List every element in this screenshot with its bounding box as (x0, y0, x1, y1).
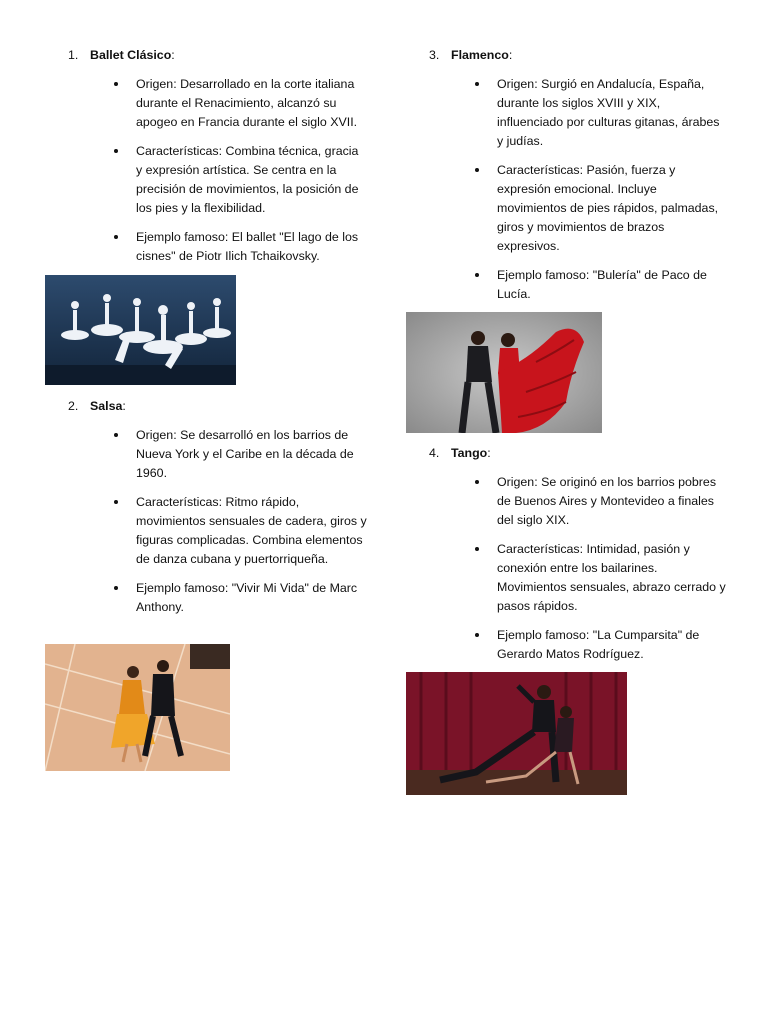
bullet-icon (114, 433, 118, 437)
ballet-photo (45, 275, 236, 385)
bullet-icon (475, 480, 479, 484)
flamenco-photo (406, 312, 602, 433)
bullet-list (429, 75, 729, 304)
list-item: Ejemplo famoso: "Bulería" de Paco de Lucía. (429, 266, 729, 304)
section-number: 1. (68, 48, 79, 62)
section-heading (429, 46, 729, 65)
list-item: Origen: Se originó en los barrios pobres de Buenos Aires y Montevideo a finales del siglo XIX. (429, 473, 729, 530)
bullet-icon (114, 149, 118, 153)
list-item: Origen: Surgió en Andalucía, España, durante los siglos XVIII y XIX, influenciado por culturas gitanas, árabes y judías. (429, 75, 729, 151)
bullet-list (429, 473, 729, 664)
bullet-icon (475, 633, 479, 637)
list-item: Características: Pasión, fuerza y expresión emocional. Incluye movimientos de pies rápidos, palmadas, giros y movimientos de brazos expresivos. (429, 161, 729, 256)
section-heading (429, 444, 729, 463)
section-number: 2. (68, 399, 79, 413)
salsa-photo (45, 644, 230, 771)
bullet-list (68, 426, 368, 617)
section-title: Salsa: (90, 399, 126, 413)
section-title: Tango: (451, 446, 491, 460)
bullet-icon (114, 235, 118, 239)
section-salsa (68, 397, 368, 627)
section-number: 4. (429, 446, 440, 460)
bullet-icon (114, 82, 118, 86)
list-item: Ejemplo famoso: "La Cumparsita" de Gerardo Matos Rodríguez. (429, 626, 729, 664)
bullet-icon (114, 586, 118, 590)
bullet-icon (475, 547, 479, 551)
section-title: Flamenco: (451, 48, 513, 62)
list-item: Origen: Desarrollado en la corte italiana durante el Renacimiento, alcanzó su apogeo en Francia durante el siglo XVII. (68, 75, 368, 132)
tango-photo (406, 672, 627, 795)
bullet-icon (475, 273, 479, 277)
section-heading (68, 46, 368, 65)
list-item: Características: Ritmo rápido, movimientos sensuales de cadera, giros y figuras complicadas. Combina elementos de danza cubana y puertorriqueña. (68, 493, 368, 569)
list-item: Origen: Se desarrolló en los barrios de Nueva York y el Caribe en la década de 1960. (68, 426, 368, 483)
section-title: Ballet Clásico: (90, 48, 175, 62)
section-flamenco (429, 46, 729, 314)
section-ballet (68, 46, 368, 276)
section-number: 3. (429, 48, 440, 62)
bullet-list (68, 75, 368, 266)
section-tango (429, 444, 729, 674)
bullet-icon (475, 82, 479, 86)
list-item: Ejemplo famoso: "Vivir Mi Vida" de Marc Anthony. (68, 579, 368, 617)
list-item: Ejemplo famoso: El ballet "El lago de los cisnes" de Piotr Ilich Tchaikovsky. (68, 228, 368, 266)
list-item: Características: Intimidad, pasión y conexión entre los bailarines. Movimientos sensuales, abrazo cerrado y pasos rápidos. (429, 540, 729, 616)
list-item: Características: Combina técnica, gracia y expresión artística. Se centra en la precisión de movimientos, la posición de los pies y la flexibilidad. (68, 142, 368, 218)
section-heading (68, 397, 368, 416)
bullet-icon (475, 168, 479, 172)
bullet-icon (114, 500, 118, 504)
